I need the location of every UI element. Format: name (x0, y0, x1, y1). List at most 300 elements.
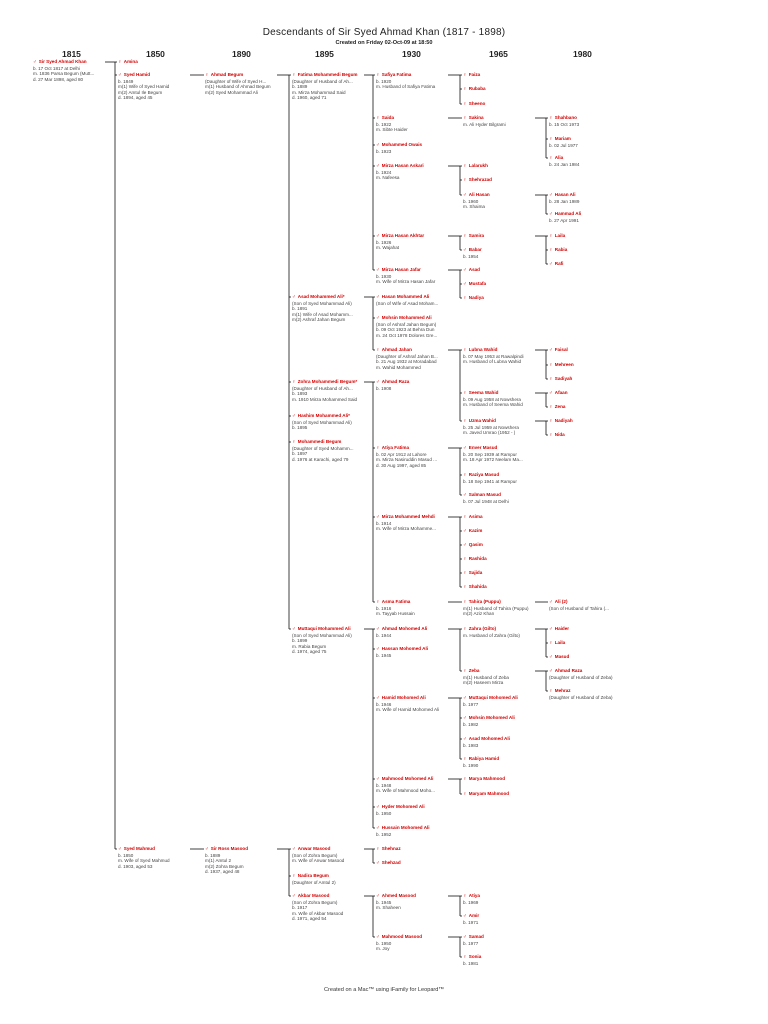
person-name: Hasan Ali (554, 192, 576, 197)
person-name: Samira (468, 233, 485, 238)
person-rubaba (463, 86, 486, 93)
female-symbol-icon: ♀ (292, 72, 296, 78)
person-name: Mohsin Mohammed Ali (381, 315, 432, 320)
person-samira (463, 233, 484, 240)
person-babar (463, 247, 482, 259)
person-detail: m. Tayyab Hussain (376, 611, 415, 617)
female-symbol-icon: ♀ (463, 514, 467, 520)
male-symbol-icon: ♂ (376, 860, 380, 866)
person-name: Shehnaz (381, 846, 401, 851)
person-laila2 (549, 640, 565, 647)
person-detail: b. 25 Jul 1959 at Nowshera (463, 424, 519, 430)
person-detail: m. Wahid Mohammed (376, 364, 421, 370)
male-symbol-icon: ♂ (376, 934, 380, 940)
person-shehnaz (376, 846, 401, 853)
person-hussain (376, 825, 430, 837)
person-enver (463, 445, 523, 463)
female-symbol-icon: ♀ (549, 404, 553, 410)
person-name: Sadiyah (554, 376, 573, 381)
person-faiza (463, 72, 480, 79)
person-name: Sheeno (468, 101, 486, 106)
person-detail: b. 1950 (376, 940, 392, 946)
person-mohsinmoh (463, 715, 515, 727)
footer-note: Created on a Mac™ using iFamily for Leopard™ (323, 987, 444, 993)
person-akhtar (376, 233, 424, 251)
female-symbol-icon: ♀ (463, 177, 467, 183)
person-detail: m. Wajahat (376, 245, 400, 251)
person-detail: m(2) Ashraf Jahan Begum (292, 317, 346, 323)
male-symbol-icon: ♂ (376, 626, 380, 632)
person-detail: m. Wife of Akbar Masood (292, 910, 344, 916)
person-name: Sir Ross Masood (210, 846, 249, 851)
person-detail: b. 27 Apr 1991 (549, 217, 579, 223)
male-symbol-icon: ♂ (292, 294, 296, 300)
person-detail: b. 1923 (376, 148, 392, 154)
person-samad (463, 934, 484, 946)
person-detail: b. 1914 (376, 520, 392, 526)
person-detail: m. 1910 Mirza Mohammed Said (292, 396, 358, 402)
person-name: Mirza Hasan Askari (381, 163, 424, 168)
person-masud (549, 654, 569, 661)
person-detail: b. 1948 (376, 782, 392, 788)
person-name: Sakina (468, 115, 484, 120)
person-detail: m. 18 Apr 1972 Neelam Ma... (463, 457, 523, 463)
person-name: Rashida (468, 556, 487, 561)
person-detail: b. 1850 (118, 852, 134, 858)
person-detail: (Daughter of Husband of Ah... (292, 78, 353, 84)
person-name: Babar (468, 247, 482, 252)
person-hasanma (376, 294, 438, 306)
person-name: Afaan (554, 390, 568, 395)
person-alihasan (463, 192, 490, 210)
person-atiya (376, 445, 437, 468)
person-detail: b. 20 Sep 1939 at Rampur (463, 451, 517, 457)
person-sadiyah (549, 376, 572, 383)
person-detail: b. 1954 (463, 253, 479, 259)
person-detail: b. 1916 (376, 605, 392, 611)
person-hasanali (549, 192, 579, 204)
person-detail: b. 1971 (463, 919, 479, 925)
person-detail: m. Husband of Zahra (Gilto) (463, 632, 520, 638)
person-name: Mirza Hasan Akhtar (381, 233, 425, 238)
person-detail: b. 1922 (376, 121, 392, 127)
male-symbol-icon: ♂ (463, 445, 467, 451)
person-name: Safiya Fatima (381, 72, 412, 77)
person-detail: m. Rabia Begum (292, 643, 327, 649)
male-symbol-icon: ♂ (549, 599, 553, 605)
person-saida (376, 115, 408, 133)
person-name: Mirza Mohammed Mehdi (381, 514, 435, 519)
person-name: Anwar Masood (297, 846, 331, 851)
person-name: Ahmad Mohomed Ali (381, 626, 428, 631)
person-detail: m. Shaima (463, 204, 485, 210)
person-detail: m(1) Husband of Tahira (Puppu) (463, 605, 529, 611)
person-nadiya (463, 295, 484, 302)
person-name: Atiya (468, 893, 480, 898)
person-detail: b. 09 Oct 1923 at Behra Dun (376, 327, 435, 333)
person-name: Samad (468, 934, 484, 939)
person-detail: (Son of Syed Mohammad Ali) (292, 300, 352, 306)
year-1980: 1980 (573, 49, 592, 59)
female-symbol-icon: ♀ (376, 115, 380, 121)
person-afaan (549, 390, 568, 397)
person-name: Mariam (554, 136, 571, 141)
chart-title: Descendants of Sir Syed Ahmad Khan (1817 - 1898) (262, 27, 506, 38)
person-name: Amir (468, 913, 480, 918)
male-symbol-icon: ♂ (463, 542, 467, 548)
person-hamidmoh (376, 695, 439, 713)
person-name: Mirza Hasan Jafar (381, 267, 421, 272)
person-name: Akbar Masood (297, 893, 330, 898)
person-asima (463, 514, 483, 521)
person-detail: b. 1889 (292, 84, 308, 90)
person-detail: (Daughter of Husband of Zeba) (549, 674, 613, 680)
person-name: Asma Fatima (381, 599, 411, 604)
person-detail: (Daughter of Syed Mohamm... (292, 445, 354, 451)
male-symbol-icon: ♂ (463, 528, 467, 534)
person-zahra (463, 626, 520, 638)
person-name: Asad Mohammed Ali* (297, 294, 345, 299)
person-detail: d. 30 Aug 1997, aged 85 (376, 462, 427, 468)
person-detail: b. 1849 (118, 78, 134, 84)
female-symbol-icon: ♀ (292, 379, 296, 385)
person-name: Lubna Wahid (468, 347, 498, 352)
female-symbol-icon: ♀ (463, 893, 467, 899)
female-symbol-icon: ♀ (205, 72, 209, 78)
person-detail: b. 1897 (292, 451, 308, 457)
female-symbol-icon: ♀ (463, 72, 467, 78)
person-detail: b. 1946 (376, 701, 392, 707)
person-detail: m(1) Wife of Asad Mohamm... (292, 311, 353, 317)
person-ahmadmoh (376, 626, 427, 638)
person-detail: m. Mirza Mohammad Said (292, 89, 346, 95)
person-name: Mahmood Masood (381, 934, 423, 939)
person-name: Sonia (468, 954, 482, 959)
person-detail: b. 02 Apr 1912 at Lahore (376, 451, 427, 457)
person-detail: (Son of Ashraf Jahan Begum) (376, 321, 437, 327)
person-detail: m. Wife of Mirza Hasan Jafar (376, 279, 436, 285)
male-symbol-icon: ♂ (118, 846, 122, 852)
person-name: Ali Hasan (468, 192, 490, 197)
person-name: Alia (554, 155, 564, 160)
person-detail: m. Shaheen (376, 905, 401, 911)
person-detail: m. Wife of Anwar Masood (292, 858, 345, 864)
person-detail: (Son of Wife of Asad Moham... (376, 300, 439, 306)
person-name: Syed Mahmud (123, 846, 155, 851)
person-name: Faiza (468, 72, 481, 77)
person-detail: m. Javed Umrao (1952 - ) (463, 430, 516, 436)
female-symbol-icon: ♀ (463, 418, 467, 424)
female-symbol-icon: ♀ (463, 599, 467, 605)
year-1890: 1890 (232, 49, 251, 59)
male-symbol-icon: ♂ (292, 893, 296, 899)
person-detail: b. 1945 (376, 899, 392, 905)
person-detail: b. 1917 (292, 905, 308, 911)
person-detail: b. 1920 (376, 78, 392, 84)
person-detail: b. 1969 (463, 899, 479, 905)
person-detail: m. Wife of Syed Mahmud (118, 858, 170, 864)
female-symbol-icon: ♀ (463, 556, 467, 562)
person-name: Mohammed Owais (381, 142, 423, 147)
person-rashida (463, 556, 487, 563)
female-symbol-icon: ♀ (463, 472, 467, 478)
female-symbol-icon: ♀ (463, 668, 467, 674)
person-name: Kazim (468, 528, 483, 533)
person-name: Rafi (554, 261, 564, 266)
female-symbol-icon: ♀ (549, 688, 553, 694)
person-detail: b. 1889 (205, 852, 221, 858)
person-lalarukh (463, 163, 488, 170)
year-1815: 1815 (62, 49, 81, 59)
person-detail: m. Wife of Hamid Mohomed Ali (376, 707, 440, 713)
person-qasim (463, 542, 483, 549)
person-name: Qasim (468, 542, 483, 547)
male-symbol-icon: ♂ (463, 913, 467, 919)
person-name: Saida (381, 115, 395, 120)
person-raza (376, 379, 409, 391)
person-detail: (Daughter of Husband of Ah... (292, 385, 353, 391)
person-amina (118, 59, 138, 66)
person-atiya2 (463, 893, 480, 905)
female-symbol-icon: ♀ (292, 873, 296, 879)
year-1895: 1895 (315, 49, 334, 59)
person-asad (463, 267, 480, 274)
person-akbar (292, 893, 343, 922)
person-detail: m(1) Amtul 2 (205, 858, 232, 864)
person-name: Raziya Masud (468, 472, 500, 477)
person-detail: m. Joy (376, 946, 390, 952)
person-name: Uzma Wahid (468, 418, 496, 423)
male-symbol-icon: ♂ (376, 776, 380, 782)
person-detail: (Daughter of Wife of Syed H... (205, 78, 267, 84)
person-detail: b. 07 Jul 1948 at Delhi (463, 498, 509, 504)
male-symbol-icon: ♂ (463, 492, 467, 498)
person-detail: m. Husband of Seema Wahid (463, 402, 523, 408)
person-asadmoh (463, 736, 510, 748)
person-detail: b. 1981 (463, 960, 479, 966)
person-detail: m(1) Husband of Ahmad Begum (205, 84, 271, 90)
male-symbol-icon: ♂ (118, 72, 122, 78)
male-symbol-icon: ♂ (549, 668, 553, 674)
person-name: Mustafa (468, 281, 487, 286)
person-detail: (Son of Zohra Begum) (292, 899, 338, 905)
female-symbol-icon: ♀ (376, 445, 380, 451)
female-symbol-icon: ♀ (463, 791, 467, 797)
female-symbol-icon: ♀ (549, 233, 553, 239)
female-symbol-icon: ♀ (463, 390, 467, 396)
male-symbol-icon: ♂ (463, 715, 467, 721)
person-hashim (292, 413, 352, 431)
person-detail: b. 17 Oct 1817 at Delhi (33, 65, 80, 71)
person-ahmadbegum (205, 72, 271, 95)
male-symbol-icon: ♂ (205, 846, 209, 852)
person-uzma (463, 418, 519, 436)
person-name: Nida (554, 432, 565, 437)
male-symbol-icon: ♂ (376, 142, 380, 148)
person-nadira (292, 873, 336, 885)
female-symbol-icon: ♀ (463, 570, 467, 576)
person-marya (463, 776, 505, 783)
person-name: Mehreen (554, 362, 574, 367)
female-symbol-icon: ♀ (376, 347, 380, 353)
female-symbol-icon: ♀ (463, 756, 467, 762)
person-owais (376, 142, 422, 154)
person-detail: b. 1982 (463, 721, 479, 727)
person-name: Maryam Mahmood (468, 791, 510, 796)
male-symbol-icon: ♂ (376, 893, 380, 899)
male-symbol-icon: ♂ (292, 846, 296, 852)
person-detail: b. 1908 (376, 385, 392, 391)
person-detail: b. 1895 (292, 425, 308, 431)
person-detail: b. 1944 (376, 632, 392, 638)
person-mehdi (376, 514, 436, 532)
year-1850: 1850 (146, 49, 165, 59)
person-rabia (549, 247, 567, 254)
person-faisal (549, 347, 568, 354)
person-shahida (463, 584, 487, 591)
female-symbol-icon: ♀ (549, 418, 553, 424)
person-mohsinma (376, 315, 437, 338)
person-detail: m(1) Husband of Zeba (463, 674, 509, 680)
person-name: Rabia (554, 247, 568, 252)
person-seema (463, 390, 523, 408)
person-mehreen (549, 362, 574, 369)
person-detail: b. 1899 (292, 638, 308, 644)
person-kazim (463, 528, 482, 535)
person-anwar (292, 846, 344, 864)
person-name: Seema Wahid (468, 390, 499, 395)
person-hammad (549, 211, 581, 223)
person-name: Hyder Mohomed Ali (381, 804, 425, 809)
female-symbol-icon: ♀ (463, 954, 467, 960)
person-detail: m(1) Wife of Syed Hamid (118, 84, 170, 90)
female-symbol-icon: ♀ (463, 776, 467, 782)
person-name: Laila (554, 233, 566, 238)
person-name: Atiya Fatima (381, 445, 410, 450)
person-name: Fatima Mohammedi Begum (297, 72, 358, 77)
person-name: Amina (123, 59, 138, 64)
person-detail: b. 1930 (376, 273, 392, 279)
female-symbol-icon: ♀ (549, 115, 553, 121)
person-detail: b. 1924 (376, 169, 392, 175)
person-detail: m. 1836 Parsa Begum (Mutt... (33, 71, 95, 77)
male-symbol-icon: ♂ (33, 59, 37, 65)
person-detail: b. 24 Jan 1984 (549, 161, 580, 167)
person-name: Lalarukh (468, 163, 488, 168)
male-symbol-icon: ♂ (376, 804, 380, 810)
female-symbol-icon: ♀ (292, 439, 296, 445)
male-symbol-icon: ♂ (376, 294, 380, 300)
person-name: Hammad Ali (554, 211, 582, 216)
female-symbol-icon: ♀ (463, 295, 467, 301)
person-ahmadraza2 (549, 668, 613, 680)
male-symbol-icon: ♂ (549, 347, 553, 353)
person-mahmood (376, 776, 435, 794)
person-detail: b. 1950 (376, 810, 392, 816)
male-symbol-icon: ♂ (549, 654, 553, 660)
person-detail: b. 28 Jan 1989 (549, 198, 580, 204)
person-mustafa (463, 281, 486, 288)
person-name: Faisal (554, 347, 568, 352)
person-safiya (376, 72, 435, 90)
female-symbol-icon: ♀ (549, 432, 553, 438)
person-name: Salman Masud (468, 492, 501, 497)
male-symbol-icon: ♂ (549, 626, 553, 632)
female-symbol-icon: ♀ (549, 376, 553, 382)
person-sonia (463, 954, 481, 966)
person-name: Mohammedi Begum (297, 439, 342, 444)
person-rafi (549, 261, 563, 268)
person-detail: d. 1976 at Karachi, aged 79 (292, 456, 349, 462)
male-symbol-icon: ♂ (376, 267, 380, 273)
person-name: Enver Masud (468, 445, 498, 450)
person-name: Shehrazad (468, 177, 492, 182)
person-name: Hashim Mohammed Ali* (297, 413, 350, 418)
person-detail: b. 21 Aug 1932 at Moradabad (376, 359, 437, 365)
person-zeba (463, 668, 509, 686)
female-symbol-icon: ♀ (549, 155, 553, 161)
person-detail: d. 1937, aged 48 (205, 869, 240, 875)
person-detail: (Son of Zohra Begum) (292, 852, 338, 858)
person-name: Hamid Mohomed Ali (381, 695, 426, 700)
female-symbol-icon: ♀ (549, 247, 553, 253)
person-detail: m(2) Amtul Ile Begum (118, 89, 163, 95)
year-1930: 1930 (402, 49, 421, 59)
person-detail: m(2) Haseem Mirza (463, 680, 504, 686)
person-detail: m. Wife of Mahmood Moho... (376, 788, 435, 794)
female-symbol-icon: ♀ (463, 233, 467, 239)
person-laila1 (549, 233, 565, 240)
person-name: Hassan Mohomed Ali (381, 646, 429, 651)
male-symbol-icon: ♂ (463, 247, 467, 253)
person-name: Mehraz (554, 688, 571, 693)
female-symbol-icon: ♀ (118, 59, 122, 65)
person-name: Zeba (468, 668, 480, 673)
female-symbol-icon: ♀ (463, 626, 467, 632)
person-nadiyah (549, 418, 573, 425)
person-detail: (Daughter of Ashraf Jahan B... (376, 353, 438, 359)
person-name: Marya Mahmood (468, 776, 505, 781)
person-salman (463, 492, 509, 504)
male-symbol-icon: ♂ (463, 267, 467, 273)
person-detail: b. 1977 (463, 940, 479, 946)
person-detail: m(2) Aziz Khan (463, 611, 495, 617)
person-mehraz (549, 688, 613, 700)
person-sheeno (463, 101, 485, 108)
person-zohra (292, 379, 357, 402)
person-name: Nadiyah (554, 418, 573, 423)
person-detail: m. Sibte Haider (376, 127, 408, 133)
person-detail: b. 1893 (292, 391, 308, 397)
person-detail: d. 1971, aged 54 (292, 916, 327, 922)
person-name: Rabiya Hamid (468, 756, 500, 761)
person-name: Zena (554, 404, 566, 409)
person-name: Ali (2) (554, 599, 568, 604)
person-name: Nadira Begum (297, 873, 329, 878)
person-muttaqmoh (463, 695, 518, 707)
person-name: Zohra Mohammedi Begum* (297, 379, 358, 384)
person-detail: (Daughter of Husband of Zeba) (549, 694, 613, 700)
person-mbegum (292, 439, 354, 462)
person-detail: b. 02 Jul 1977 (549, 142, 578, 148)
person-name: Nadiya (468, 295, 484, 300)
person-detail: (Son of Syed Mohammad Ali) (292, 632, 352, 638)
person-sajida (463, 570, 482, 577)
person-detail: m(2) Zohra Begum (205, 863, 244, 869)
person-detail: d. 1894, aged 45 (118, 95, 153, 101)
male-symbol-icon: ♂ (463, 736, 467, 742)
person-detail: b. 1990 (463, 762, 479, 768)
